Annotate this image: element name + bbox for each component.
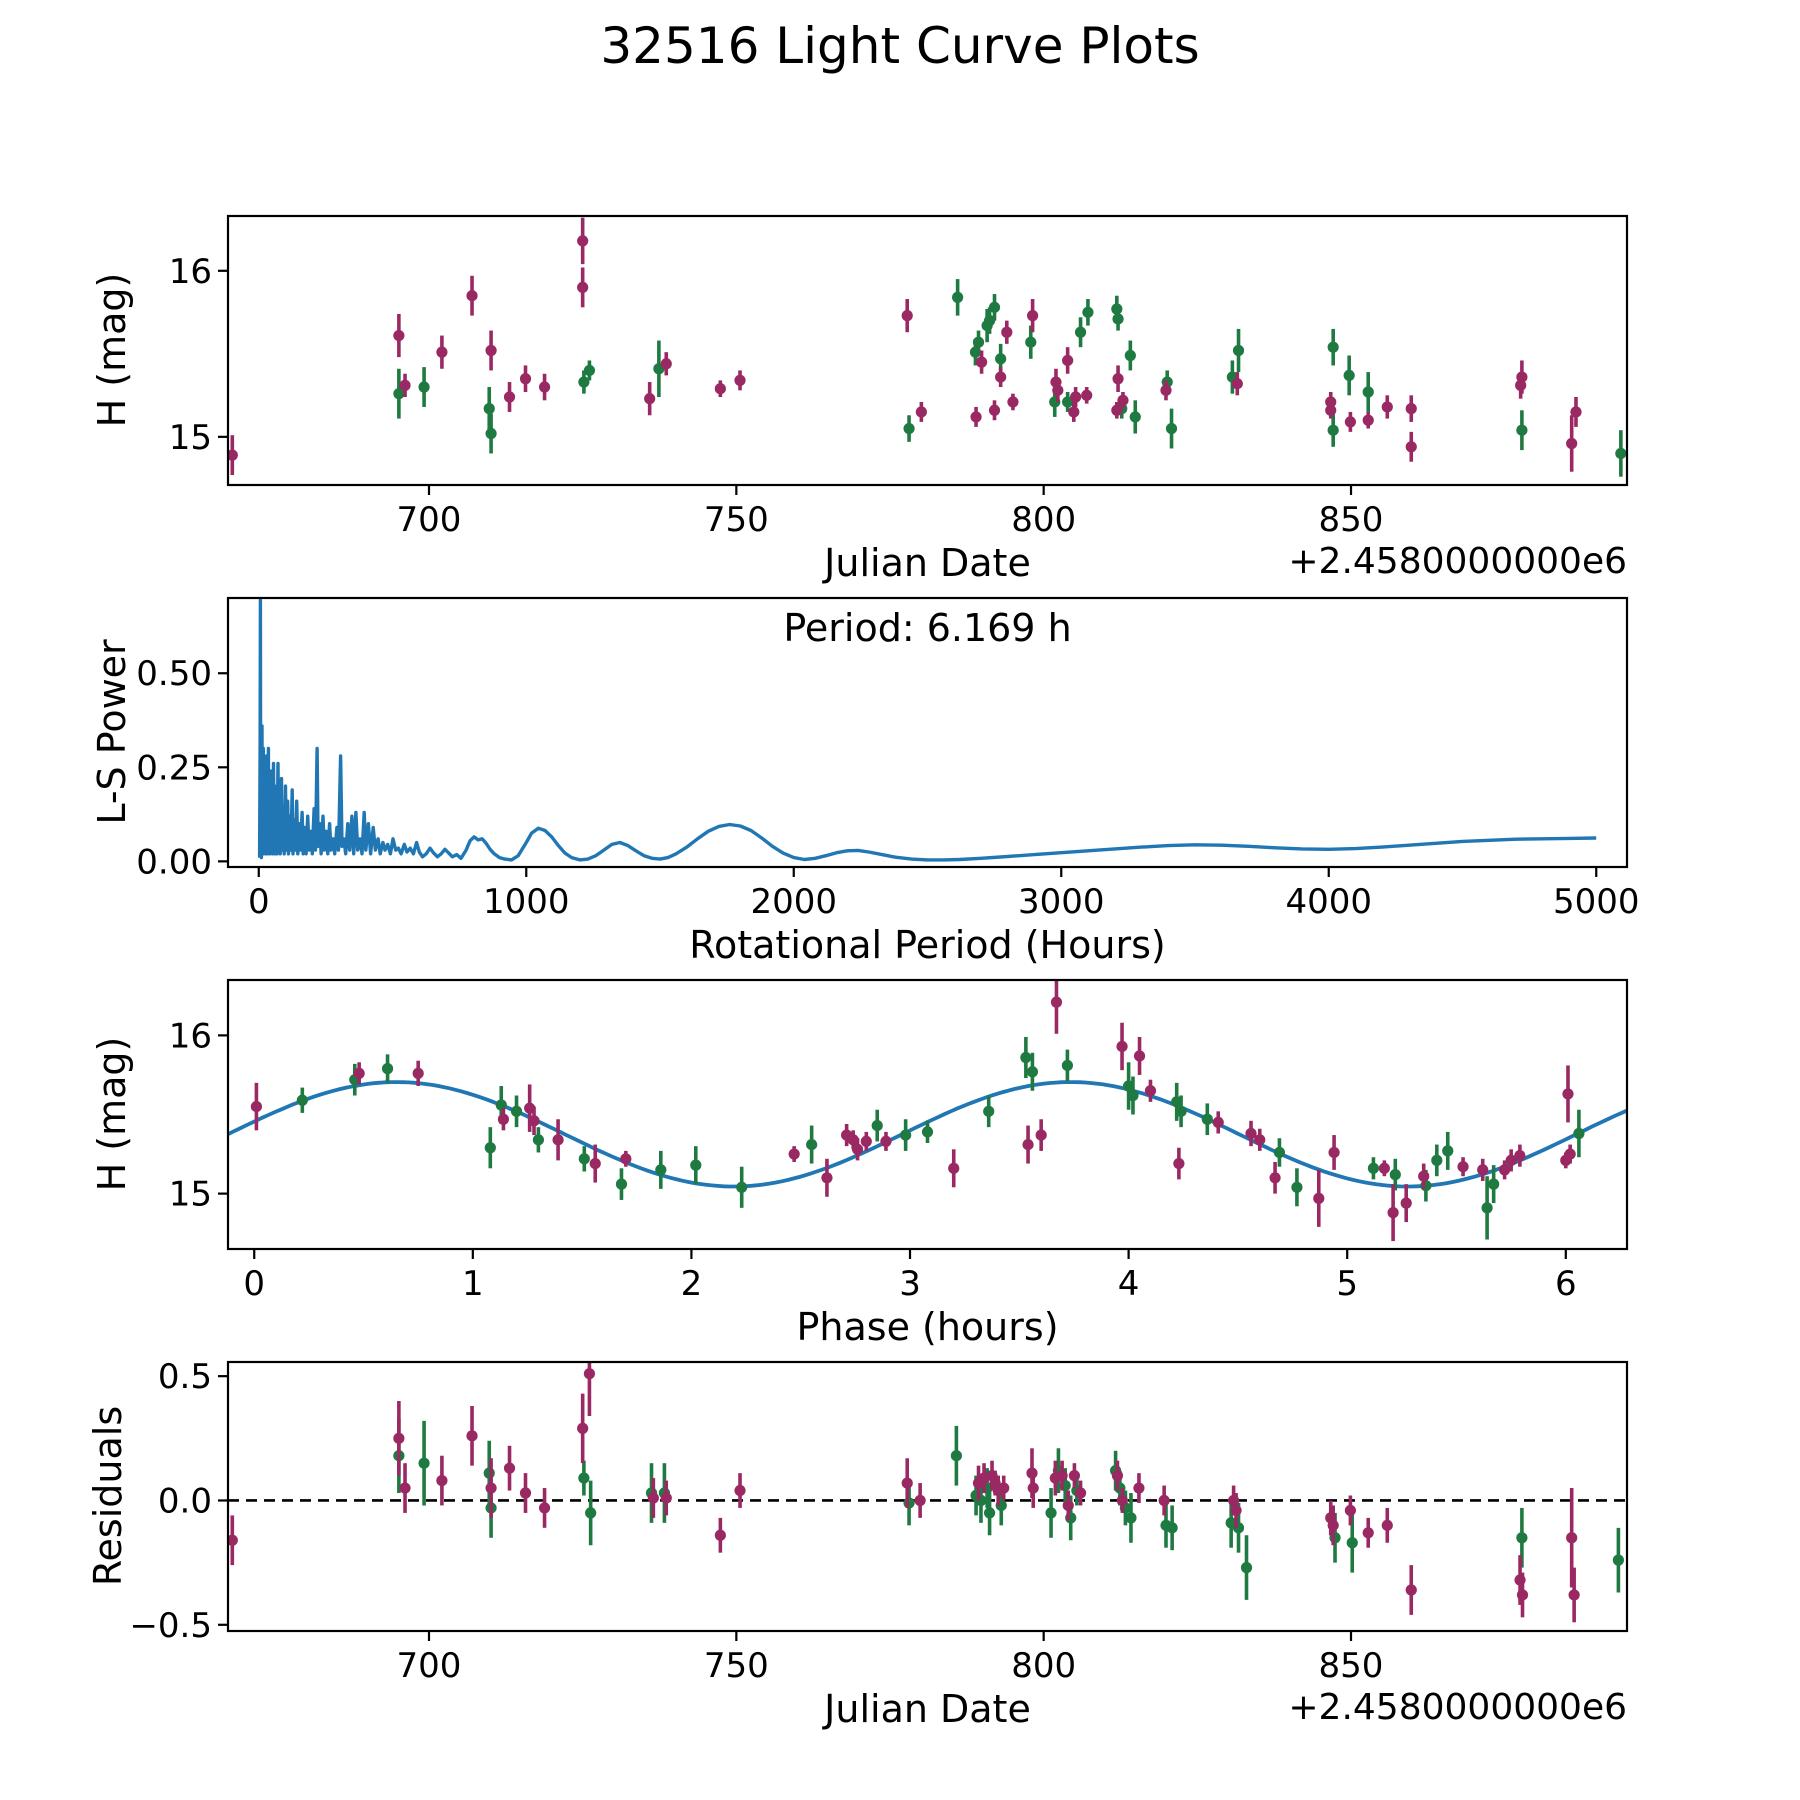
y-tick-label: 15 [168,417,212,458]
subplot-light_curve [169,216,1627,540]
x-tick-label: 2000 [750,882,838,922]
data-point [511,1106,522,1117]
data-point [952,292,963,303]
data-point [1112,1470,1123,1481]
y-tick-label: 0.50 [136,654,212,695]
data-point [1063,1500,1074,1511]
data-point [504,391,515,402]
data-point [1028,1482,1039,1493]
data-point [973,337,984,348]
data-point [1406,441,1417,452]
data-point [1347,1537,1358,1548]
data-point [1368,1163,1379,1174]
data-point [1027,1066,1038,1077]
data-point [1328,425,1339,436]
data-point [485,1482,496,1493]
data-point [399,380,410,391]
data-point [504,1463,515,1474]
data-point [1175,1106,1186,1117]
data-point [399,1482,410,1493]
data-point [902,310,913,321]
data-point [948,1163,959,1174]
figure-title: 32516 Light Curve Plots [600,17,1200,75]
residuals-x-offset-label: +2.4580000000e6 [1288,1687,1627,1728]
data-point [1001,327,1012,338]
subplot-phase_curve [169,971,1627,1304]
data-point [579,1153,590,1164]
data-point [861,1136,872,1147]
data-point [1363,386,1374,397]
plot-area-phase_curve [228,971,1627,1242]
data-point [734,375,745,386]
data-point [1036,1129,1047,1140]
data-point [1401,1198,1412,1209]
data-point [1133,1482,1144,1493]
x-tick-label: 1000 [482,882,570,922]
x-tick-label: 700 [396,500,462,540]
data-point [984,1507,995,1518]
x-tick-label: 800 [1011,500,1077,540]
data-point [655,1164,666,1175]
data-point [1499,1164,1510,1175]
data-point [1069,1470,1080,1481]
data-point [466,1430,477,1441]
y-tick-label: 16 [168,251,212,292]
data-point [1431,1155,1442,1166]
y-tick-label: 15 [168,1174,212,1215]
data-point [539,1502,550,1513]
data-point [297,1095,308,1106]
data-point [1562,1088,1573,1099]
data-point [584,365,595,376]
data-point [1565,1148,1576,1159]
data-point [821,1172,832,1183]
data-point [1213,1117,1224,1128]
data-point [880,1136,891,1147]
x-tick-label: 2 [680,1264,703,1304]
data-point [1328,1520,1339,1531]
data-point [1328,342,1339,353]
phasecurve-y-axis-label: H (mag) [90,1036,134,1192]
data-point [995,353,1006,364]
data-point [1082,307,1093,318]
data-point [1406,403,1417,414]
plot-area-light_curve [227,218,1627,477]
data-point [539,381,550,392]
x-tick-label: 5000 [1552,882,1640,922]
data-point [1382,1520,1393,1531]
data-point [1134,1050,1145,1061]
data-point [393,330,404,341]
data-point [1051,997,1062,1008]
data-point [1159,1495,1170,1506]
data-point [533,1134,544,1145]
data-point [1007,396,1018,407]
x-tick-label: 850 [1318,500,1384,540]
data-point [1566,438,1577,449]
data-point [1112,313,1123,324]
data-point [413,1068,424,1079]
data-point [616,1179,627,1190]
residuals-y-axis-label: Residuals [86,1405,130,1587]
data-point [736,1182,747,1193]
x-tick-label: 0 [243,1264,266,1304]
x-tick-label: 6 [1554,1264,1577,1304]
data-point [418,381,429,392]
data-point [1345,416,1356,427]
axes-spines [228,980,1627,1249]
x-tick-label: 1 [462,1264,484,1304]
data-point [1125,350,1136,361]
data-point [1363,415,1374,426]
data-point [1254,1134,1265,1145]
data-point [903,423,914,434]
data-point [584,1368,595,1379]
data-point [393,1433,404,1444]
data-point [484,1468,495,1479]
subplot-residuals [129,1331,1627,1686]
data-point [951,1450,962,1461]
data-point [903,1497,914,1508]
data-point [1125,1512,1136,1523]
data-point [976,357,987,368]
data-point [585,1507,596,1518]
data-point [485,428,496,439]
data-point [1613,1555,1624,1566]
data-point [916,406,927,417]
data-point [1116,1041,1127,1052]
data-point [1062,355,1073,366]
data-point [1379,1163,1390,1174]
data-point [661,358,672,369]
data-point [577,1423,588,1434]
data-point [1166,423,1177,434]
data-point [1022,1139,1033,1150]
data-point [1202,1114,1213,1125]
data-point [715,383,726,394]
y-tick-label: 0.0 [157,1481,212,1522]
data-point [466,290,477,301]
data-point [1045,1507,1056,1518]
x-tick-label: 3 [899,1264,921,1304]
data-point [354,1068,365,1079]
data-point [1345,1505,1356,1516]
data-point [1325,405,1336,416]
data-point [484,403,495,414]
data-point [1027,310,1038,321]
data-point [1363,1527,1374,1538]
data-point [1388,1207,1399,1218]
data-point [1173,1158,1184,1169]
x-tick-label: 750 [703,1646,769,1686]
y-tick-label: −0.5 [129,1605,212,1646]
light_curve-dataset-purple [227,218,1582,475]
data-point [661,1492,672,1503]
lightcurve-y-axis-label: H (mag) [90,272,134,428]
data-point [970,411,981,422]
data-point [590,1158,601,1169]
plot-area-residuals [227,1331,1627,1622]
data-point [1070,391,1081,402]
periodogram-y-axis-label: L-S Power [90,639,134,825]
data-point [1112,373,1123,384]
data-point [1269,1172,1280,1183]
y-tick-label: 16 [168,1016,212,1057]
data-point [418,1458,429,1469]
data-point [1615,448,1626,459]
y-tick-label: 0.00 [136,842,212,883]
data-point [498,1114,509,1125]
data-point [734,1485,745,1496]
data-point [251,1101,262,1112]
data-point [1230,1505,1241,1516]
data-point [1515,380,1526,391]
data-point [872,1120,883,1131]
phase_curve-dataset-purple [251,971,1576,1242]
data-point [1075,327,1086,338]
data-point [1457,1161,1468,1172]
x-tick-label: 4000 [1285,882,1373,922]
x-tick-label: 700 [396,1646,462,1686]
data-point [1117,395,1128,406]
y-tick-label: 0.5 [157,1357,212,1398]
data-point [989,302,1000,313]
data-point [1145,1085,1156,1096]
data-point [528,1115,539,1126]
x-tick-label: 3000 [1017,882,1105,922]
best-period-annotation: Period: 6.169 h [783,606,1072,650]
data-point [806,1139,817,1150]
data-point [922,1126,933,1137]
data-point [1488,1179,1499,1190]
data-point [1111,405,1122,416]
data-point [1167,1522,1178,1533]
data-point [578,1473,589,1484]
data-point [436,1475,447,1486]
data-point [552,1134,563,1145]
axes-spines [228,1362,1627,1631]
data-point [1328,1147,1339,1158]
data-point [1390,1169,1401,1180]
data-point [690,1160,701,1171]
data-point [1081,390,1092,401]
periodogram-x-axis-label: Rotational Period (Hours) [689,923,1166,967]
data-point [1057,1470,1068,1481]
data-point [1517,1589,1528,1600]
x-tick-label: 5 [1336,1264,1359,1304]
data-point [485,1142,496,1153]
data-point [644,393,655,404]
data-point [1025,337,1036,348]
x-tick-label: 0 [247,882,270,922]
x-tick-label: 850 [1318,1646,1384,1686]
data-point [1130,411,1141,422]
data-point [577,282,588,293]
data-point [1241,1562,1252,1573]
data-point [1566,1532,1577,1543]
data-point [1569,1589,1580,1600]
data-point [1482,1202,1493,1213]
data-point [989,405,1000,416]
data-point [577,235,588,246]
light_curve-dataset-green [393,279,1626,477]
data-point [1291,1182,1302,1193]
data-point [1127,1090,1138,1101]
data-point [1516,425,1527,436]
x-tick-label: 800 [1011,1646,1077,1686]
residuals-x-axis-label: Julian Date [824,1687,1031,1731]
data-point [1233,345,1244,356]
data-point [620,1153,631,1164]
data-point [789,1148,800,1159]
data-point [1477,1164,1488,1175]
data-point [1117,1495,1128,1506]
x-tick-label: 750 [703,500,769,540]
data-point [1160,385,1171,396]
x-tick-label: 4 [1117,1264,1140,1304]
data-point [1344,370,1355,381]
data-point [1313,1193,1324,1204]
data-point [436,347,447,358]
data-point [1232,378,1243,389]
data-point [648,1492,659,1503]
lightcurve-x-offset-label: +2.4580000000e6 [1288,541,1627,582]
data-point [998,1482,1009,1493]
data-point [915,1495,926,1506]
data-point [715,1530,726,1541]
phasecurve-x-axis-label: Phase (hours) [796,1305,1059,1349]
residuals-dataset-purple [227,1331,1580,1622]
data-point [520,373,531,384]
data-point [1062,1060,1073,1071]
data-point [1442,1145,1453,1156]
data-point [485,345,496,356]
data-point [1516,1532,1527,1543]
data-point [1573,1128,1584,1139]
data-point [995,371,1006,382]
y-tick-label: 0.25 [136,748,212,789]
data-point [852,1144,863,1155]
data-point [1052,385,1063,396]
data-point [1382,401,1393,412]
data-point [902,1477,913,1488]
data-point [983,1106,994,1117]
data-point [1406,1584,1417,1595]
data-point [1274,1147,1285,1158]
data-point [1020,1052,1031,1063]
data-point [1068,406,1079,417]
data-point [1514,1150,1525,1161]
residuals-dataset-green [393,1418,1624,1599]
data-point [1075,1487,1086,1498]
data-point [900,1129,911,1140]
data-point [520,1487,531,1498]
data-point [382,1063,393,1074]
lightcurve-x-axis-label: Julian Date [824,541,1031,585]
data-point [1418,1171,1429,1182]
